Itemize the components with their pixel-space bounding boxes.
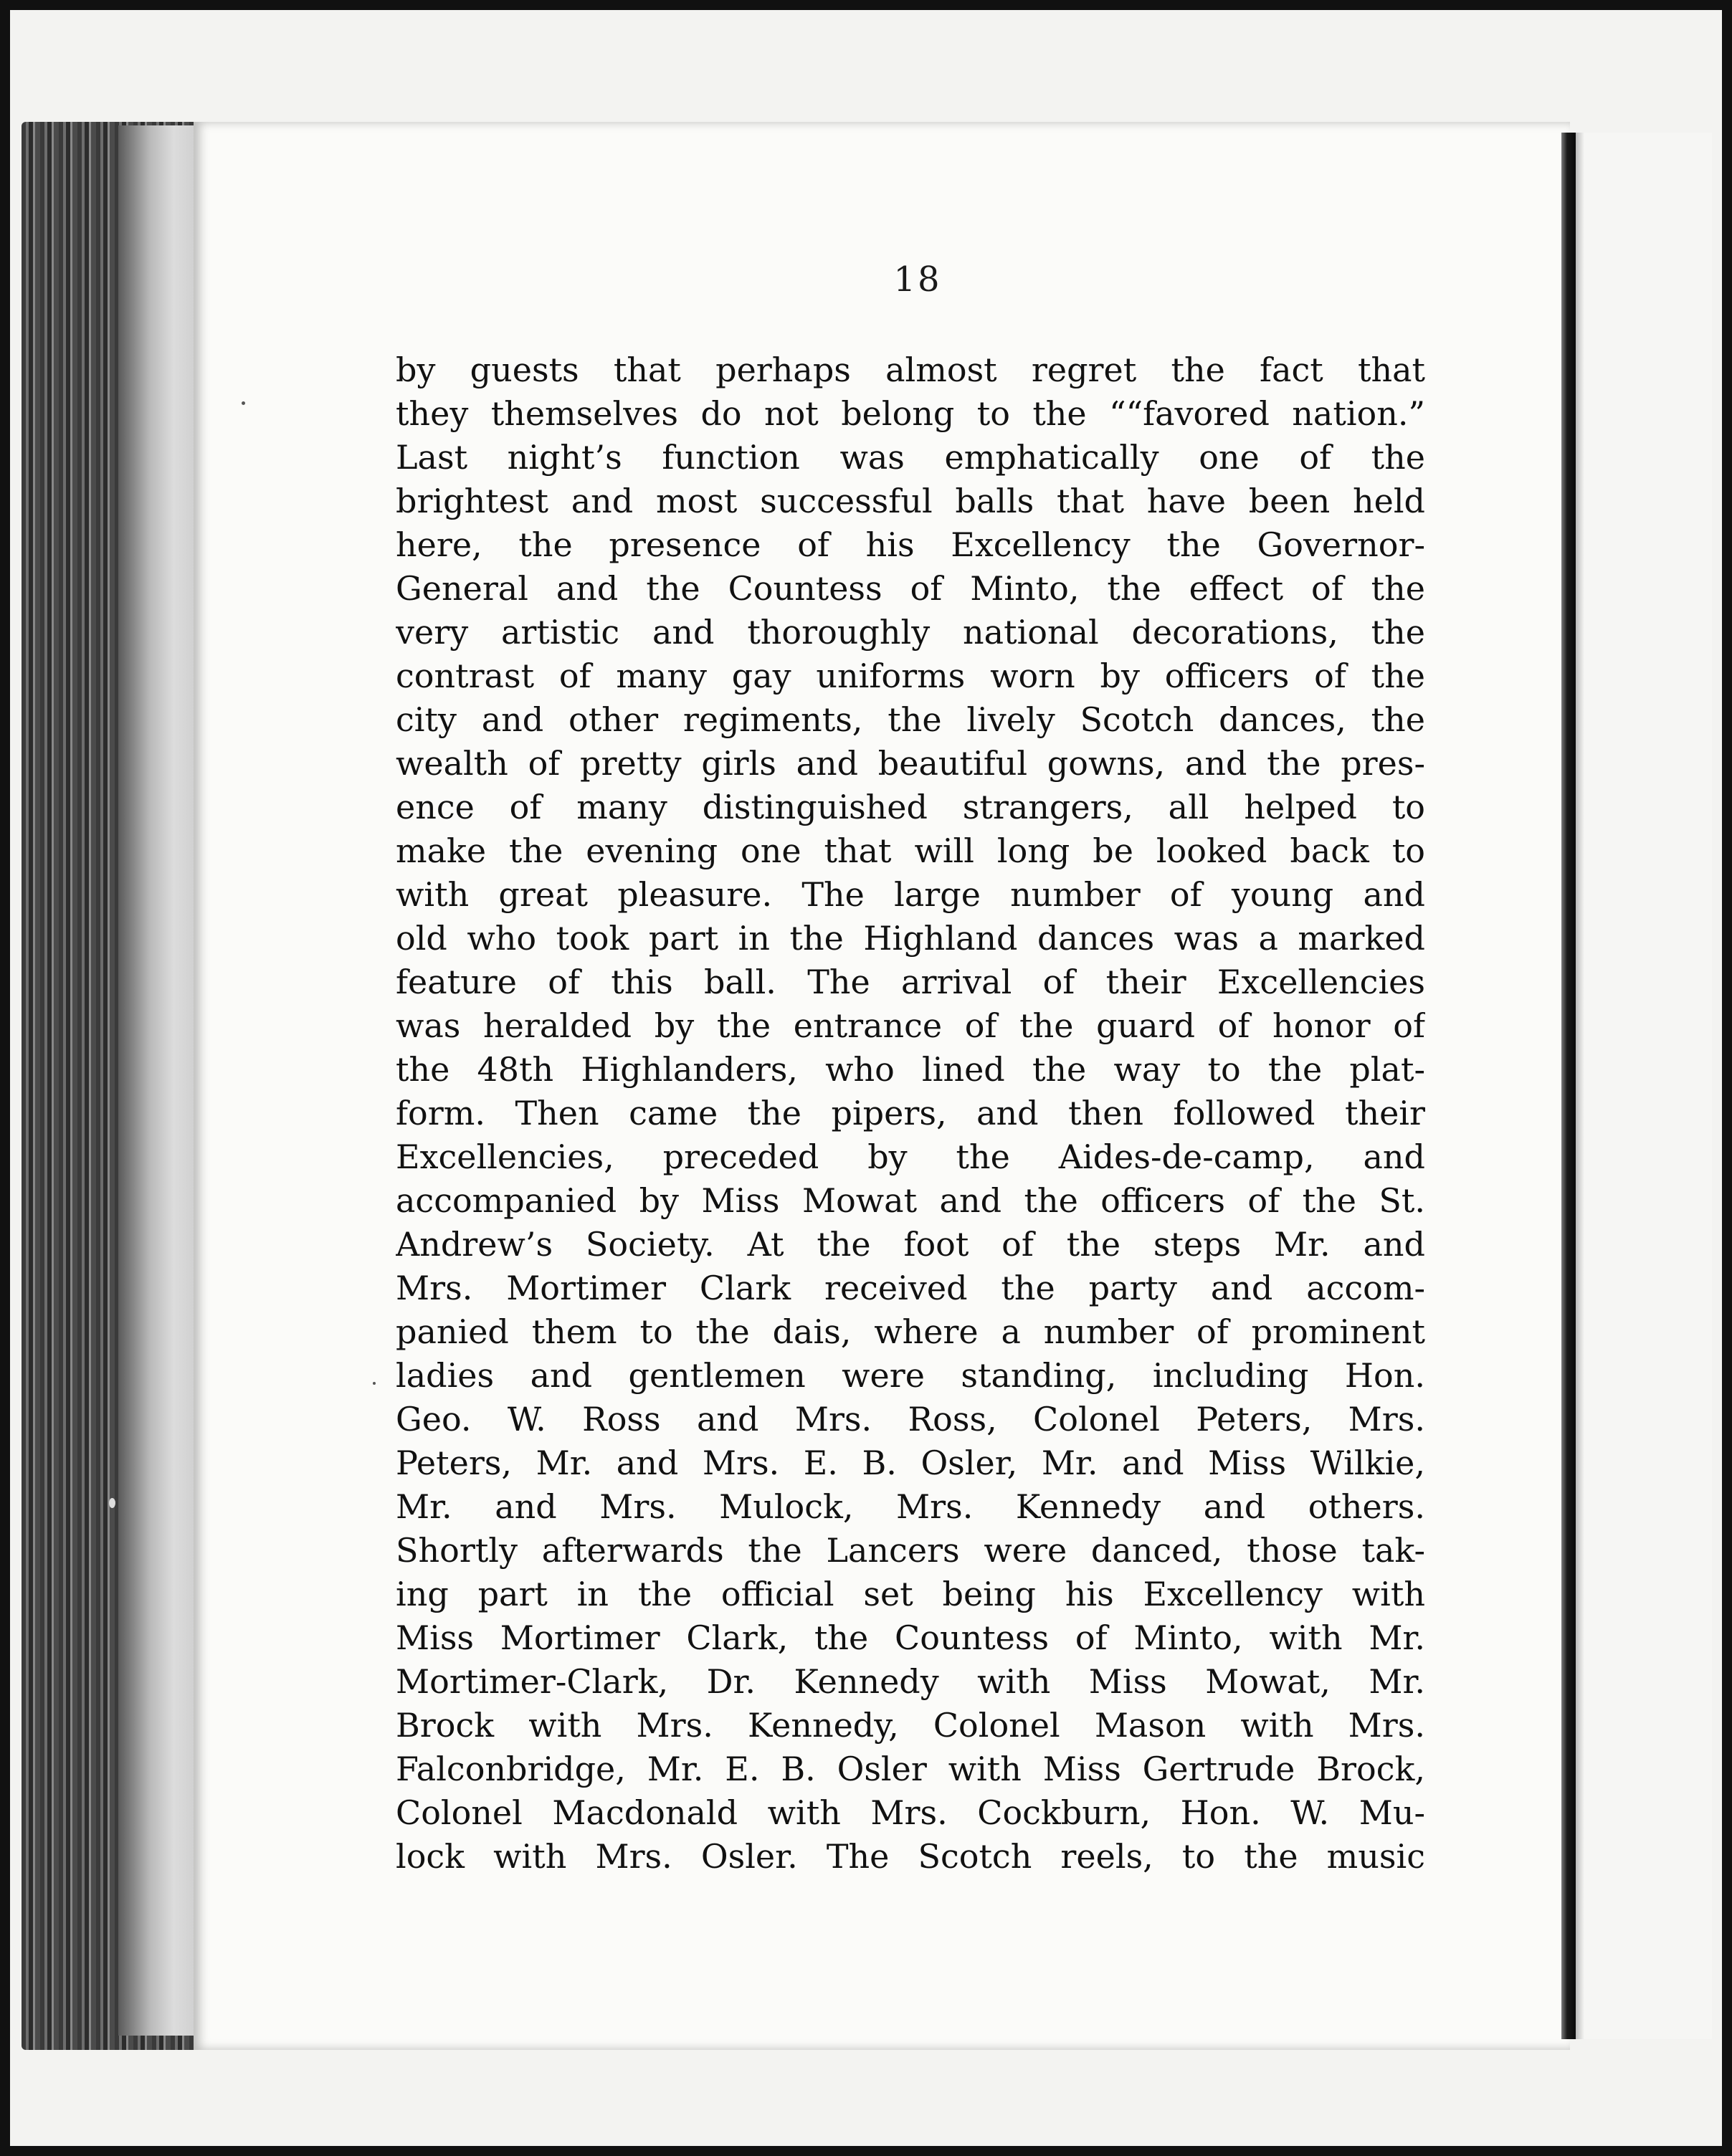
- text-line: ence of many distinguished strangers, all helped to: [396, 788, 1425, 826]
- text-line: Last night’s function was emphatically one of the: [396, 438, 1425, 477]
- dust-speck: [109, 1498, 115, 1508]
- book-gutter: [1561, 133, 1576, 2039]
- film-border-top: [0, 0, 1732, 10]
- text-line: ing part in the official set being his Excellency with: [396, 1575, 1425, 1613]
- text-line: Colonel Macdonald with Mrs. Cockburn, Hon. W. Mu-: [396, 1793, 1425, 1832]
- body-text: [396, 348, 1425, 1879]
- film-border-bottom: [0, 2146, 1732, 2156]
- text-line: Mr. and Mrs. Mulock, Mrs. Kennedy and others.: [396, 1487, 1425, 1526]
- film-border-left: [0, 0, 10, 2156]
- facing-page-shadow: [1576, 133, 1584, 2039]
- text-line: Excellencies, preceded by the Aides-de-camp, and: [396, 1137, 1425, 1176]
- text-line: Mrs. Mortimer Clark received the party and accom-: [396, 1269, 1425, 1307]
- text-line: city and other regiments, the lively Scotch dances, the: [396, 700, 1425, 739]
- text-line: Falconbridge, Mr. E. B. Osler with Miss Gertrude Brock,: [396, 1750, 1425, 1788]
- text-line: the 48th Highlanders, who lined the way to the plat-: [396, 1050, 1425, 1089]
- text-line: lock with Mrs. Osler. The Scotch reels, to the music: [396, 1837, 1425, 1876]
- text-line: contrast of many gay uniforms worn by officers of the: [396, 657, 1425, 695]
- page-number: 18: [893, 259, 942, 300]
- dust-speck: [373, 1382, 376, 1385]
- text-line: accompanied by Miss Mowat and the officers of the St.: [396, 1181, 1425, 1220]
- text-line: with great pleasure. The large number of young and: [396, 875, 1425, 914]
- text-line: feature of this ball. The arrival of their Excellencies: [396, 963, 1425, 1001]
- text-line: Geo. W. Ross and Mrs. Ross, Colonel Peters, Mrs.: [396, 1400, 1425, 1439]
- text-line: General and the Countess of Minto, the effect of the: [396, 569, 1425, 608]
- dust-speck: [242, 401, 245, 405]
- text-line: brightest and most successful balls that have been held: [396, 482, 1425, 520]
- text-line: was heralded by the entrance of the guard of honor of: [396, 1006, 1425, 1045]
- text-line: Peters, Mr. and Mrs. E. B. Osler, Mr. and Miss Wilkie,: [396, 1444, 1425, 1482]
- text-line: Shortly afterwards the Lancers were danced, those tak-: [396, 1531, 1425, 1570]
- text-line: Miss Mortimer Clark, the Countess of Minto, with Mr.: [396, 1618, 1425, 1657]
- text-line: very artistic and thoroughly national decorations, the: [396, 613, 1425, 652]
- text-line: by guests that perhaps almost regret the fact that: [396, 350, 1425, 389]
- text-line: Andrew’s Society. At the foot of the steps Mr. and: [396, 1225, 1425, 1264]
- text-line: panied them to the dais, where a number of prominent: [396, 1312, 1425, 1351]
- film-border-right: [1722, 0, 1732, 2156]
- text-line: here, the presence of his Excellency the Governor-: [396, 525, 1425, 564]
- facing-page-edge: [1576, 133, 1712, 2039]
- text-line: old who took part in the Highland dances was a marked: [396, 919, 1425, 958]
- book-page-edges: [118, 125, 197, 2036]
- text-line: Brock with Mrs. Kennedy, Colonel Mason with Mrs.: [396, 1706, 1425, 1745]
- text-line: they themselves do not belong to the ““favored nation.”: [396, 394, 1425, 433]
- text-line: form. Then came the pipers, and then followed their: [396, 1094, 1425, 1132]
- text-line: ladies and gentlemen were standing, including Hon.: [396, 1356, 1425, 1395]
- text-line: make the evening one that will long be looked back to: [396, 831, 1425, 870]
- text-line: wealth of pretty girls and beautiful gowns, and the pres-: [396, 744, 1425, 783]
- text-line: Mortimer-Clark, Dr. Kennedy with Miss Mowat, Mr.: [396, 1662, 1425, 1701]
